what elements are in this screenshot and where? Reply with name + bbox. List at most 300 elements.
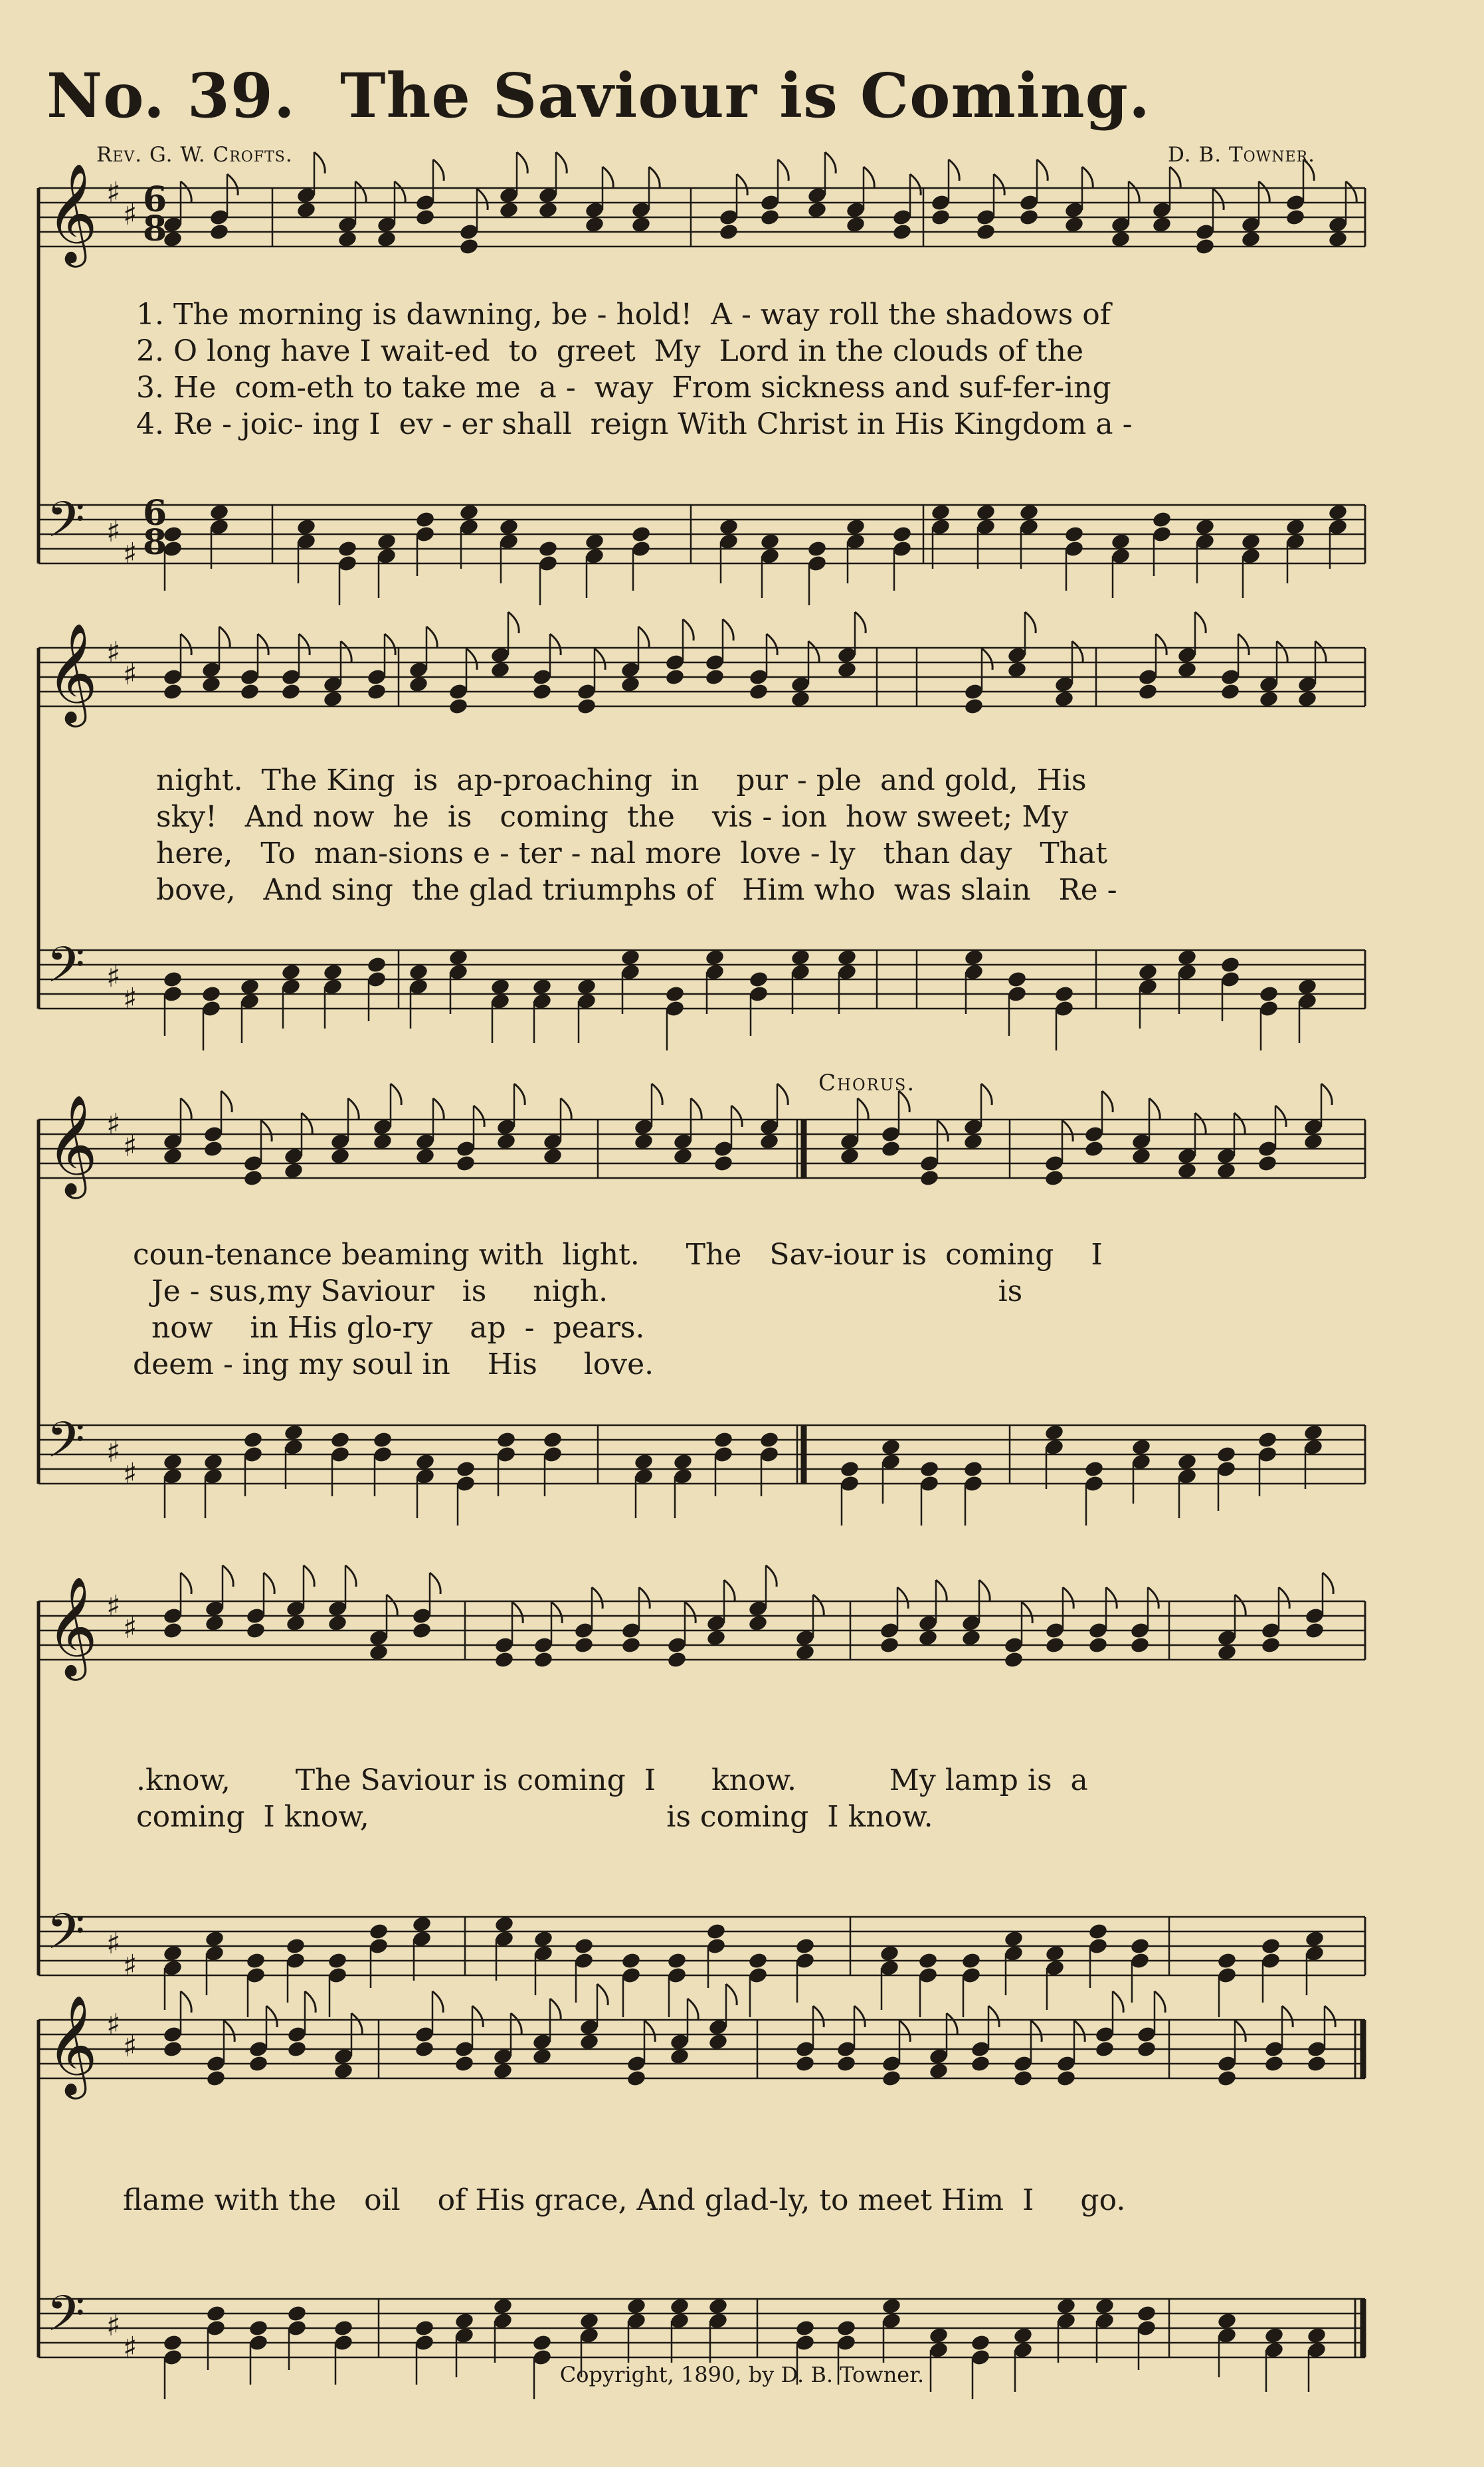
bass-note-icon [620, 948, 640, 967]
bass-note-icon [705, 1922, 726, 1941]
bass-note-icon [961, 1951, 981, 1970]
bass-note-icon [1012, 2326, 1033, 2345]
time-signature: 6 [143, 493, 167, 534]
bass-note-icon [626, 2297, 646, 2316]
treble-note-icon [322, 690, 343, 708]
treble-note-icon [1258, 690, 1279, 708]
treble-note-icon [327, 1614, 347, 1632]
bass-note-icon [1258, 985, 1279, 1003]
treble-note-icon [1216, 1161, 1236, 1180]
treble-note-icon [1003, 1650, 1024, 1669]
note-flag-icon [299, 634, 310, 655]
note-flag-icon [181, 1991, 191, 2013]
bass-note-icon [672, 1452, 693, 1471]
bass-note-icon [584, 532, 604, 551]
note-flag-icon [988, 2006, 999, 2027]
note-flag-icon [724, 1580, 735, 1601]
bass-note-icon [1054, 985, 1074, 1003]
treble-note-icon [203, 1139, 223, 1158]
treble-note-icon [836, 2054, 856, 2073]
note-flag-icon [181, 1573, 191, 1594]
treble-note-icon [1151, 215, 1172, 234]
treble-clef-icon: 𝄞 [46, 622, 98, 723]
note-flag-icon [813, 2006, 824, 2027]
note-flag-icon [855, 612, 866, 633]
note-flag-icon [638, 627, 649, 648]
bass-note-icon [492, 2297, 513, 2316]
note-flag-icon [1277, 641, 1287, 662]
treble-note-icon [891, 223, 912, 241]
treble-note-icon [490, 660, 510, 679]
note-flag-icon [264, 1573, 274, 1594]
treble-note-icon [672, 1147, 693, 1165]
treble-note-icon [245, 1621, 266, 1640]
bass-note-icon [794, 2319, 815, 2337]
treble-note-icon [666, 1650, 687, 1669]
note-flag-icon [1282, 2006, 1293, 2027]
treble-note-icon [759, 1132, 779, 1151]
bass-note-icon [285, 1937, 306, 1955]
bass-note-icon [1194, 518, 1215, 536]
treble-note-icon [285, 1614, 306, 1632]
bass-note-icon [704, 948, 725, 967]
bass-note-icon [1083, 1460, 1104, 1478]
note-flag-icon [1234, 1113, 1245, 1134]
note-flag-icon [219, 627, 230, 648]
bass-note-icon [322, 963, 343, 981]
bass-note-icon [1136, 2304, 1157, 2323]
bass-note-icon [1240, 532, 1261, 551]
treble-note-icon [1220, 682, 1240, 701]
bass-note-icon [879, 1944, 899, 1963]
bass-note-icon [630, 525, 651, 543]
treble-note-icon [1083, 1139, 1104, 1158]
bass-note-icon [620, 1951, 641, 1970]
note-flag-icon [949, 159, 959, 181]
note-flag-icon [813, 1595, 824, 1616]
note-flag-icon [1279, 1587, 1289, 1609]
note-flag-icon [508, 612, 519, 633]
treble-note-icon [669, 2047, 690, 2066]
bass-note-icon [376, 532, 397, 551]
treble-clef-icon: 𝄞 [46, 1575, 98, 1676]
note-flag-icon [899, 2021, 910, 2042]
note-flag-icon [181, 634, 191, 655]
treble-note-icon [1327, 230, 1348, 248]
bass-note-icon [1263, 2326, 1284, 2345]
bass-note-icon [963, 948, 984, 967]
treble-note-icon [531, 2047, 552, 2066]
treble-note-icon [584, 215, 604, 234]
chorus-line-1: .know, The Saviour is coming I know. My lamp is a [136, 1763, 1088, 1797]
treble-note-icon [576, 697, 597, 716]
treble-note-icon [1136, 2040, 1157, 2058]
note-flag-icon [1129, 181, 1139, 203]
note-flag-icon [224, 2021, 234, 2042]
bass-clef-icon: 𝄢 [46, 1411, 85, 1481]
treble-note-icon [205, 2069, 226, 2088]
composer-credit: D. B. Towner. [1168, 143, 1315, 167]
treble-note-icon [204, 1614, 225, 1632]
treble-note-icon [1216, 2069, 1237, 2088]
treble-note-icon [718, 223, 739, 241]
note-flag-icon [1323, 1573, 1333, 1594]
treble-note-icon [1044, 1169, 1064, 1187]
treble-note-icon [280, 682, 301, 701]
bass-note-icon [1285, 518, 1305, 536]
note-flag-icon [258, 634, 268, 655]
bass-note-icon [1176, 948, 1197, 967]
verse-3-line-3: now in His glo-ry ap - pears. [133, 1311, 645, 1345]
key-signature-sharp-icon: ♯ [123, 537, 138, 571]
note-flag-icon [266, 2006, 277, 2027]
note-flag-icon [1149, 1098, 1160, 1120]
bass-note-icon [296, 518, 316, 536]
treble-note-icon [713, 1154, 733, 1173]
key-signature-sharp-icon: ♯ [123, 2331, 138, 2365]
bass-note-icon [748, 970, 769, 989]
note-flag-icon [261, 1120, 272, 1141]
bass-note-icon [415, 1452, 435, 1471]
note-flag-icon [1195, 612, 1206, 633]
treble-note-icon [286, 2040, 307, 2058]
note-flag-icon [348, 1098, 359, 1120]
bass-note-icon [411, 1915, 432, 1933]
treble-note-icon [366, 682, 387, 701]
key-signature-sharp-icon: ♯ [106, 636, 121, 670]
key-signature-sharp-icon: ♯ [106, 960, 121, 994]
key-signature-sharp-icon: ♯ [106, 1589, 121, 1623]
note-flag-icon [808, 641, 819, 662]
treble-note-icon [961, 1628, 981, 1647]
note-flag-icon [550, 1999, 561, 2020]
bass-note-icon [759, 1431, 779, 1449]
note-flag-icon [910, 174, 921, 195]
note-flag-icon [561, 1098, 571, 1120]
treble-note-icon [498, 201, 519, 219]
bass-note-icon [919, 1460, 939, 1478]
note-flag-icon [1346, 181, 1356, 203]
note-flag-icon [1022, 1602, 1032, 1623]
note-flag-icon [994, 174, 1004, 195]
treble-note-icon [494, 1650, 514, 1669]
bass-note-icon [747, 1951, 768, 1970]
treble-note-icon [408, 675, 428, 694]
treble-note-icon [963, 1132, 983, 1151]
bass-note-icon [880, 1438, 901, 1456]
bass-note-icon [368, 1922, 389, 1941]
bass-note-icon [498, 518, 519, 536]
bass-note-icon [1216, 1445, 1236, 1464]
time-signature: 6 [143, 179, 167, 220]
treble-note-icon [975, 223, 996, 241]
bass-note-icon [201, 985, 221, 1003]
treble-note-icon [201, 675, 221, 694]
note-flag-icon [1170, 167, 1180, 188]
note-flag-icon [825, 152, 836, 173]
bass-note-icon [845, 518, 866, 536]
bass-note-icon [162, 1452, 183, 1471]
bass-note-icon [1131, 1438, 1151, 1456]
note-flag-icon [1235, 1595, 1246, 1616]
treble-note-icon [704, 668, 725, 686]
note-flag-icon [1062, 1120, 1073, 1141]
note-flag-icon [649, 167, 660, 188]
bass-note-icon [1094, 2297, 1115, 2316]
bass-note-icon [162, 1944, 183, 1963]
treble-note-icon [630, 215, 651, 234]
treble-note-icon [283, 1161, 304, 1180]
bass-note-icon [1176, 1452, 1197, 1471]
bass-note-icon [1137, 963, 1158, 981]
bass-note-icon [283, 1423, 304, 1442]
treble-note-icon [579, 2032, 599, 2051]
note-flag-icon [723, 619, 733, 641]
bass-note-icon [372, 1431, 393, 1449]
treble-note-icon [372, 1132, 393, 1151]
bass-note-icon [1056, 2297, 1076, 2316]
note-flag-icon [639, 1587, 650, 1609]
treble-note-icon [633, 1132, 654, 1151]
treble-note-icon [1216, 1643, 1237, 1662]
treble-note-icon [542, 1147, 563, 1165]
treble-note-icon [162, 1147, 183, 1165]
copyright-notice: Copyright, 1890, by D. B. Towner. [559, 2362, 925, 2387]
bass-note-icon [455, 1460, 476, 1478]
treble-note-icon [970, 2054, 990, 2073]
note-flag-icon [685, 1602, 696, 1623]
author-credit: Rev. G. W. Crofts. [96, 143, 293, 167]
key-signature-sharp-icon: ♯ [106, 1108, 121, 1141]
bass-note-icon [1257, 1431, 1277, 1449]
note-flag-icon [1321, 1084, 1332, 1105]
treble-note-icon [664, 668, 685, 686]
bass-note-icon [806, 540, 827, 558]
note-flag-icon [1275, 1106, 1286, 1127]
note-flag-icon [1074, 2021, 1085, 2042]
treble-note-icon [928, 2062, 949, 2080]
bass-note-icon [975, 503, 996, 522]
treble-note-icon [1306, 2054, 1327, 2073]
note-flag-icon [854, 2006, 865, 2027]
bass-note-icon [1327, 503, 1348, 522]
bass-note-icon [1151, 510, 1172, 529]
treble-note-icon [1260, 1636, 1281, 1654]
treble-note-icon [329, 1147, 350, 1165]
treble-note-icon [845, 215, 866, 234]
note-flag-icon [936, 1580, 947, 1601]
note-flag-icon [466, 648, 477, 670]
treble-note-icon [748, 682, 769, 701]
note-flag-icon [777, 1084, 788, 1105]
note-flag-icon [1315, 641, 1326, 662]
treble-note-icon [573, 1636, 594, 1654]
treble-note-icon [1285, 208, 1305, 227]
note-flag-icon [512, 1602, 523, 1623]
note-flag-icon [341, 641, 351, 662]
treble-note-icon [1044, 1636, 1065, 1654]
note-flag-icon [395, 181, 405, 203]
bass-note-icon [542, 1431, 563, 1449]
note-flag-icon [683, 619, 694, 641]
bass-clef-icon: 𝄢 [46, 936, 85, 1006]
treble-note-icon [1006, 660, 1027, 679]
note-flag-icon [1031, 2021, 1042, 2042]
bass-note-icon [329, 1431, 350, 1449]
treble-note-icon [1194, 237, 1215, 256]
verse-4-line-1: 4. Re - joic- ing I ev - er shall reign With Christ in His Kingdom a - [136, 407, 1133, 441]
bass-note-icon [669, 2297, 690, 2316]
bass-note-icon [839, 1460, 860, 1478]
bass-note-icon [162, 970, 183, 989]
time-signature: 8 [143, 522, 167, 563]
treble-note-icon [1297, 690, 1317, 708]
bass-note-icon [963, 1460, 983, 1478]
note-flag-icon [472, 2006, 483, 2027]
treble-note-icon [209, 223, 229, 241]
bass-note-icon [1303, 1423, 1323, 1442]
note-flag-icon [1106, 1587, 1117, 1609]
note-flag-icon [1155, 1991, 1165, 2013]
note-flag-icon [937, 1120, 948, 1141]
treble-note-icon [879, 1636, 899, 1654]
note-flag-icon [1148, 1587, 1159, 1609]
chorus-line-2: coming I know, is coming I know. [136, 1800, 933, 1834]
note-flag-icon [511, 2013, 521, 2034]
note-flag-icon [982, 648, 992, 670]
bass-note-icon [496, 1431, 516, 1449]
note-flag-icon [1235, 2021, 1246, 2042]
bass-clef-icon: 𝄢 [46, 2285, 85, 2355]
bass-note-icon [1110, 532, 1131, 551]
verse-1-line-3: coun-tenance beaming with light. The Sav-iour is coming I [133, 1238, 1103, 1272]
treble-note-icon [759, 208, 780, 227]
note-flag-icon [391, 1084, 401, 1105]
note-flag-icon [731, 1106, 742, 1127]
note-flag-icon [474, 1106, 484, 1127]
bass-note-icon [930, 503, 951, 522]
note-flag-icon [897, 1587, 908, 1609]
treble-note-icon [376, 230, 397, 248]
treble-note-icon [794, 2054, 815, 2073]
treble-note-icon [1137, 682, 1158, 701]
bass-note-icon [579, 2312, 599, 2330]
bass-note-icon [204, 1929, 225, 1948]
treble-note-icon [620, 1636, 641, 1654]
bass-note-icon [203, 1452, 223, 1471]
treble-note-icon [836, 660, 857, 679]
time-signature: 8 [143, 209, 167, 249]
bass-note-icon [881, 2297, 901, 2316]
treble-note-icon [1018, 208, 1039, 227]
treble-note-icon [162, 682, 183, 701]
bass-note-icon [664, 985, 685, 1003]
note-flag-icon [304, 1565, 314, 1587]
bass-note-icon [531, 2333, 552, 2352]
treble-note-icon [1257, 1154, 1277, 1173]
bass-note-icon [531, 977, 552, 996]
treble-note-icon [1131, 1147, 1151, 1165]
bass-note-icon [1044, 1423, 1064, 1442]
treble-note-icon [620, 675, 640, 694]
note-flag-icon [1195, 1113, 1206, 1134]
note-flag-icon [305, 1991, 316, 2013]
bass-note-icon [1260, 1937, 1281, 1955]
treble-note-icon [1304, 1621, 1325, 1640]
key-signature-sharp-icon: ♯ [106, 2309, 121, 2343]
treble-note-icon [917, 1628, 938, 1647]
note-flag-icon [430, 1573, 440, 1594]
treble-note-icon [162, 1621, 183, 1640]
note-flag-icon [1037, 159, 1048, 181]
chorus-label: Chorus. [818, 1070, 916, 1096]
verse-3-line-1: 3. He com-eth to take me a - way From sickness and suf-fer-ing [136, 371, 1111, 405]
bass-note-icon [573, 1937, 594, 1955]
note-flag-icon [302, 1113, 312, 1134]
hymn-number: No. 39. [46, 60, 296, 132]
treble-note-icon [333, 2062, 353, 2080]
bass-note-icon [633, 1452, 654, 1471]
bass-note-icon [891, 525, 912, 543]
verse-1-line-2: night. The King is ap-proaching in pur - ple and gold, His [156, 763, 1087, 797]
treble-note-icon [1056, 2069, 1076, 2088]
bass-note-icon [280, 963, 301, 981]
bass-note-icon [239, 977, 260, 996]
note-flag-icon [652, 1084, 662, 1105]
note-flag-icon [550, 634, 561, 655]
bass-note-icon [1006, 970, 1027, 989]
treble-note-icon [239, 682, 260, 701]
note-flag-icon [766, 1565, 777, 1587]
key-signature-sharp-icon: ♯ [106, 2008, 121, 2042]
bass-note-icon [337, 540, 357, 558]
treble-note-icon [1012, 2069, 1033, 2088]
treble-note-icon [415, 208, 435, 227]
bass-note-icon [209, 503, 229, 522]
treble-note-icon [930, 208, 951, 227]
treble-note-icon [458, 237, 479, 256]
note-flag-icon [426, 627, 437, 648]
bass-note-icon [836, 948, 857, 967]
bass-note-icon [917, 1951, 938, 1970]
note-flag-icon [314, 152, 325, 173]
note-flag-icon [737, 174, 747, 195]
note-flag-icon [1082, 167, 1093, 188]
bass-note-icon [713, 1431, 733, 1449]
note-flag-icon [1113, 1991, 1123, 2013]
note-flag-icon [1063, 1587, 1073, 1609]
treble-note-icon [1303, 1132, 1323, 1151]
treble-note-icon [448, 697, 468, 716]
bass-note-icon [836, 2319, 856, 2337]
treble-note-icon [496, 1132, 516, 1151]
note-flag-icon [1259, 181, 1269, 203]
bass-note-icon [494, 1915, 514, 1933]
treble-note-icon [162, 2040, 183, 2058]
treble-note-icon [411, 1621, 432, 1640]
treble-note-icon [1129, 1636, 1150, 1654]
note-flag-icon [947, 2013, 957, 2034]
bass-note-icon [327, 1951, 347, 1970]
note-flag-icon [551, 1602, 562, 1623]
bass-note-icon [707, 2297, 728, 2316]
note-flag-icon [1325, 2006, 1335, 2027]
note-flag-icon [351, 2013, 362, 2034]
note-flag-icon [181, 1098, 191, 1120]
note-flag-icon [1102, 1091, 1113, 1112]
bass-note-icon [242, 1431, 263, 1449]
note-flag-icon [1072, 641, 1083, 662]
